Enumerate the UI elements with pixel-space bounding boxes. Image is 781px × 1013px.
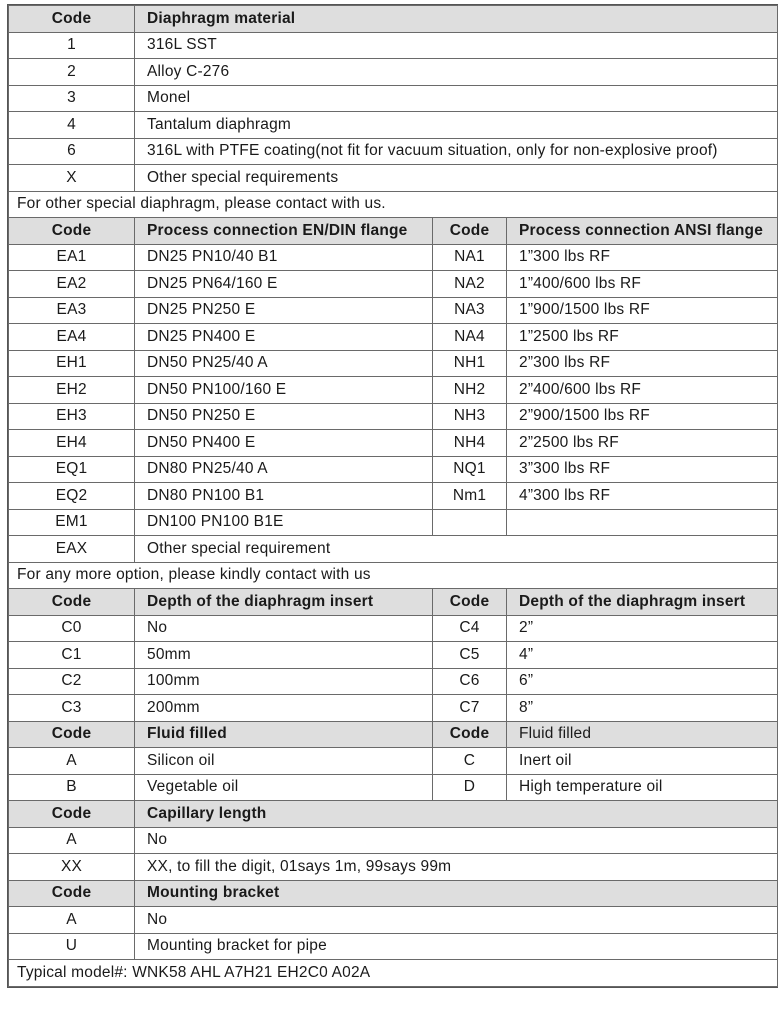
description-cell: 50mm — [135, 642, 433, 669]
code-cell: A — [9, 827, 135, 854]
description-cell: XX, to fill the digit, 01says 1m, 99says 99m — [135, 854, 778, 881]
ansi-code-cell — [433, 509, 507, 536]
typical-model: Typical model#: WNK58 AHL A7H21 EH2C0 A02A — [9, 960, 778, 987]
table-row — [9, 112, 778, 139]
code-cell: C2 — [9, 668, 135, 695]
capillary-header: Capillary length — [135, 801, 778, 828]
fluid-header: Fluid filled — [507, 721, 778, 748]
table-row — [9, 85, 778, 112]
code-cell: C1 — [9, 642, 135, 669]
code-cell: C — [433, 748, 507, 775]
diaphragm-material-header: Diaphragm material — [135, 6, 778, 33]
description-cell: Inert oil — [507, 748, 778, 775]
table-row — [9, 615, 778, 642]
code-header: Code — [9, 801, 135, 828]
table-row — [9, 748, 778, 775]
code-header: Code — [433, 218, 507, 245]
description-cell: 6” — [507, 668, 778, 695]
description-cell: Alloy C-276 — [135, 59, 778, 86]
diaphragm-header-row — [9, 6, 778, 33]
code-cell: 3 — [9, 85, 135, 112]
table-row — [9, 483, 778, 510]
din-code-cell: EM1 — [9, 509, 135, 536]
ansi-flange-header: Process connection ANSI flange — [507, 218, 778, 245]
ansi-desc-cell: 2”400/600 lbs RF — [507, 377, 778, 404]
din-code-cell: EA1 — [9, 244, 135, 271]
description-cell: 316L SST — [135, 32, 778, 59]
ansi-desc-cell: 1”2500 lbs RF — [507, 324, 778, 351]
ansi-desc-cell: 1”400/600 lbs RF — [507, 271, 778, 298]
din-desc-cell: DN80 PN25/40 A — [135, 456, 433, 483]
description-cell: 4” — [507, 642, 778, 669]
table-row — [9, 854, 778, 881]
code-cell: A — [9, 748, 135, 775]
depth-header-row — [9, 589, 778, 616]
code-cell: C3 — [9, 695, 135, 722]
note-row — [9, 960, 778, 987]
code-cell: C0 — [9, 615, 135, 642]
ansi-code-cell: Nm1 — [433, 483, 507, 510]
code-cell: U — [9, 933, 135, 960]
diaphragm-note: For other special diaphragm, please contact with us. — [9, 191, 778, 218]
din-code-cell: EH3 — [9, 403, 135, 430]
description-cell: 8” — [507, 695, 778, 722]
table-row — [9, 695, 778, 722]
din-desc-cell: DN50 PN250 E — [135, 403, 433, 430]
ansi-code-cell: NH2 — [433, 377, 507, 404]
capillary-header-row — [9, 801, 778, 828]
table-row — [9, 165, 778, 192]
code-cell: 4 — [9, 112, 135, 139]
bracket-header: Mounting bracket — [135, 880, 778, 907]
table-row — [9, 642, 778, 669]
note-row — [9, 191, 778, 218]
description-cell: Silicon oil — [135, 748, 433, 775]
table-row — [9, 907, 778, 934]
depth-header: Depth of the diaphragm insert — [135, 589, 433, 616]
connection-header-row — [9, 218, 778, 245]
table-row — [9, 59, 778, 86]
description-cell: 200mm — [135, 695, 433, 722]
fluid-header: Fluid filled — [135, 721, 433, 748]
table-row — [9, 324, 778, 351]
ansi-code-cell: NH1 — [433, 350, 507, 377]
din-desc-cell: DN50 PN25/40 A — [135, 350, 433, 377]
code-cell: 1 — [9, 32, 135, 59]
din-code-cell: EA3 — [9, 297, 135, 324]
din-code-cell: EA4 — [9, 324, 135, 351]
code-header: Code — [9, 721, 135, 748]
din-code-cell: EQ2 — [9, 483, 135, 510]
description-cell: Monel — [135, 85, 778, 112]
description-cell: Tantalum diaphragm — [135, 112, 778, 139]
din-code-cell: EA2 — [9, 271, 135, 298]
table-row — [9, 403, 778, 430]
description-cell: No — [135, 827, 778, 854]
table-row — [9, 536, 778, 563]
code-cell: C6 — [433, 668, 507, 695]
code-cell: 6 — [9, 138, 135, 165]
din-desc-cell: DN50 PN100/160 E — [135, 377, 433, 404]
description-cell: Other special requirements — [135, 165, 778, 192]
code-header: Code — [433, 589, 507, 616]
code-cell: B — [9, 774, 135, 801]
din-desc-cell: DN50 PN400 E — [135, 430, 433, 457]
code-cell: XX — [9, 854, 135, 881]
table-row — [9, 509, 778, 536]
code-header: Code — [9, 6, 135, 33]
bracket-header-row — [9, 880, 778, 907]
din-desc-cell: DN100 PN100 B1E — [135, 509, 433, 536]
spec-sheet — [7, 4, 778, 988]
table-row — [9, 350, 778, 377]
description-cell: No — [135, 615, 433, 642]
ansi-code-cell: NA1 — [433, 244, 507, 271]
table-row — [9, 933, 778, 960]
table-row — [9, 244, 778, 271]
table-row — [9, 138, 778, 165]
ansi-code-cell: NH4 — [433, 430, 507, 457]
din-desc-cell: DN25 PN250 E — [135, 297, 433, 324]
din-flange-header: Process connection EN/DIN flange — [135, 218, 433, 245]
table-row — [9, 377, 778, 404]
description-cell: 316L with PTFE coating(not fit for vacuum situation, only for non-explosive proof) — [135, 138, 778, 165]
ansi-code-cell: NH3 — [433, 403, 507, 430]
table-row — [9, 430, 778, 457]
code-header: Code — [9, 880, 135, 907]
ansi-desc-cell: 1”300 lbs RF — [507, 244, 778, 271]
table-row — [9, 32, 778, 59]
din-code-cell: EH1 — [9, 350, 135, 377]
ordering-code-table — [8, 5, 778, 987]
table-row — [9, 297, 778, 324]
table-row — [9, 456, 778, 483]
code-cell: EAX — [9, 536, 135, 563]
connection-note: For any more option, please kindly contact with us — [9, 562, 778, 589]
code-cell: C5 — [433, 642, 507, 669]
ansi-code-cell: NA3 — [433, 297, 507, 324]
din-desc-cell: DN25 PN400 E — [135, 324, 433, 351]
din-code-cell: EQ1 — [9, 456, 135, 483]
ansi-desc-cell: 2”900/1500 lbs RF — [507, 403, 778, 430]
code-cell: C7 — [433, 695, 507, 722]
note-row — [9, 562, 778, 589]
din-desc-cell: DN25 PN10/40 B1 — [135, 244, 433, 271]
table-row — [9, 774, 778, 801]
din-code-cell: EH4 — [9, 430, 135, 457]
din-desc-cell: DN25 PN64/160 E — [135, 271, 433, 298]
ansi-desc-cell: 4”300 lbs RF — [507, 483, 778, 510]
ansi-desc-cell: 2”2500 lbs RF — [507, 430, 778, 457]
code-header: Code — [9, 589, 135, 616]
table-row — [9, 668, 778, 695]
code-cell: A — [9, 907, 135, 934]
description-cell: No — [135, 907, 778, 934]
ansi-desc-cell: 1”900/1500 lbs RF — [507, 297, 778, 324]
code-cell: C4 — [433, 615, 507, 642]
code-header: Code — [9, 218, 135, 245]
ansi-code-cell: NA2 — [433, 271, 507, 298]
description-cell: 2” — [507, 615, 778, 642]
code-cell: D — [433, 774, 507, 801]
ansi-desc-cell: 3”300 lbs RF — [507, 456, 778, 483]
depth-header: Depth of the diaphragm insert — [507, 589, 778, 616]
ansi-code-cell: NA4 — [433, 324, 507, 351]
ansi-code-cell: NQ1 — [433, 456, 507, 483]
table-row — [9, 271, 778, 298]
din-code-cell: EH2 — [9, 377, 135, 404]
description-cell: 100mm — [135, 668, 433, 695]
description-cell: High temperature oil — [507, 774, 778, 801]
code-header: Code — [433, 721, 507, 748]
din-desc-cell: DN80 PN100 B1 — [135, 483, 433, 510]
table-row — [9, 827, 778, 854]
ansi-desc-cell — [507, 509, 778, 536]
fluid-header-row — [9, 721, 778, 748]
description-cell: Vegetable oil — [135, 774, 433, 801]
code-cell: 2 — [9, 59, 135, 86]
code-cell: X — [9, 165, 135, 192]
description-cell: Other special requirement — [135, 536, 778, 563]
ansi-desc-cell: 2”300 lbs RF — [507, 350, 778, 377]
description-cell: Mounting bracket for pipe — [135, 933, 778, 960]
